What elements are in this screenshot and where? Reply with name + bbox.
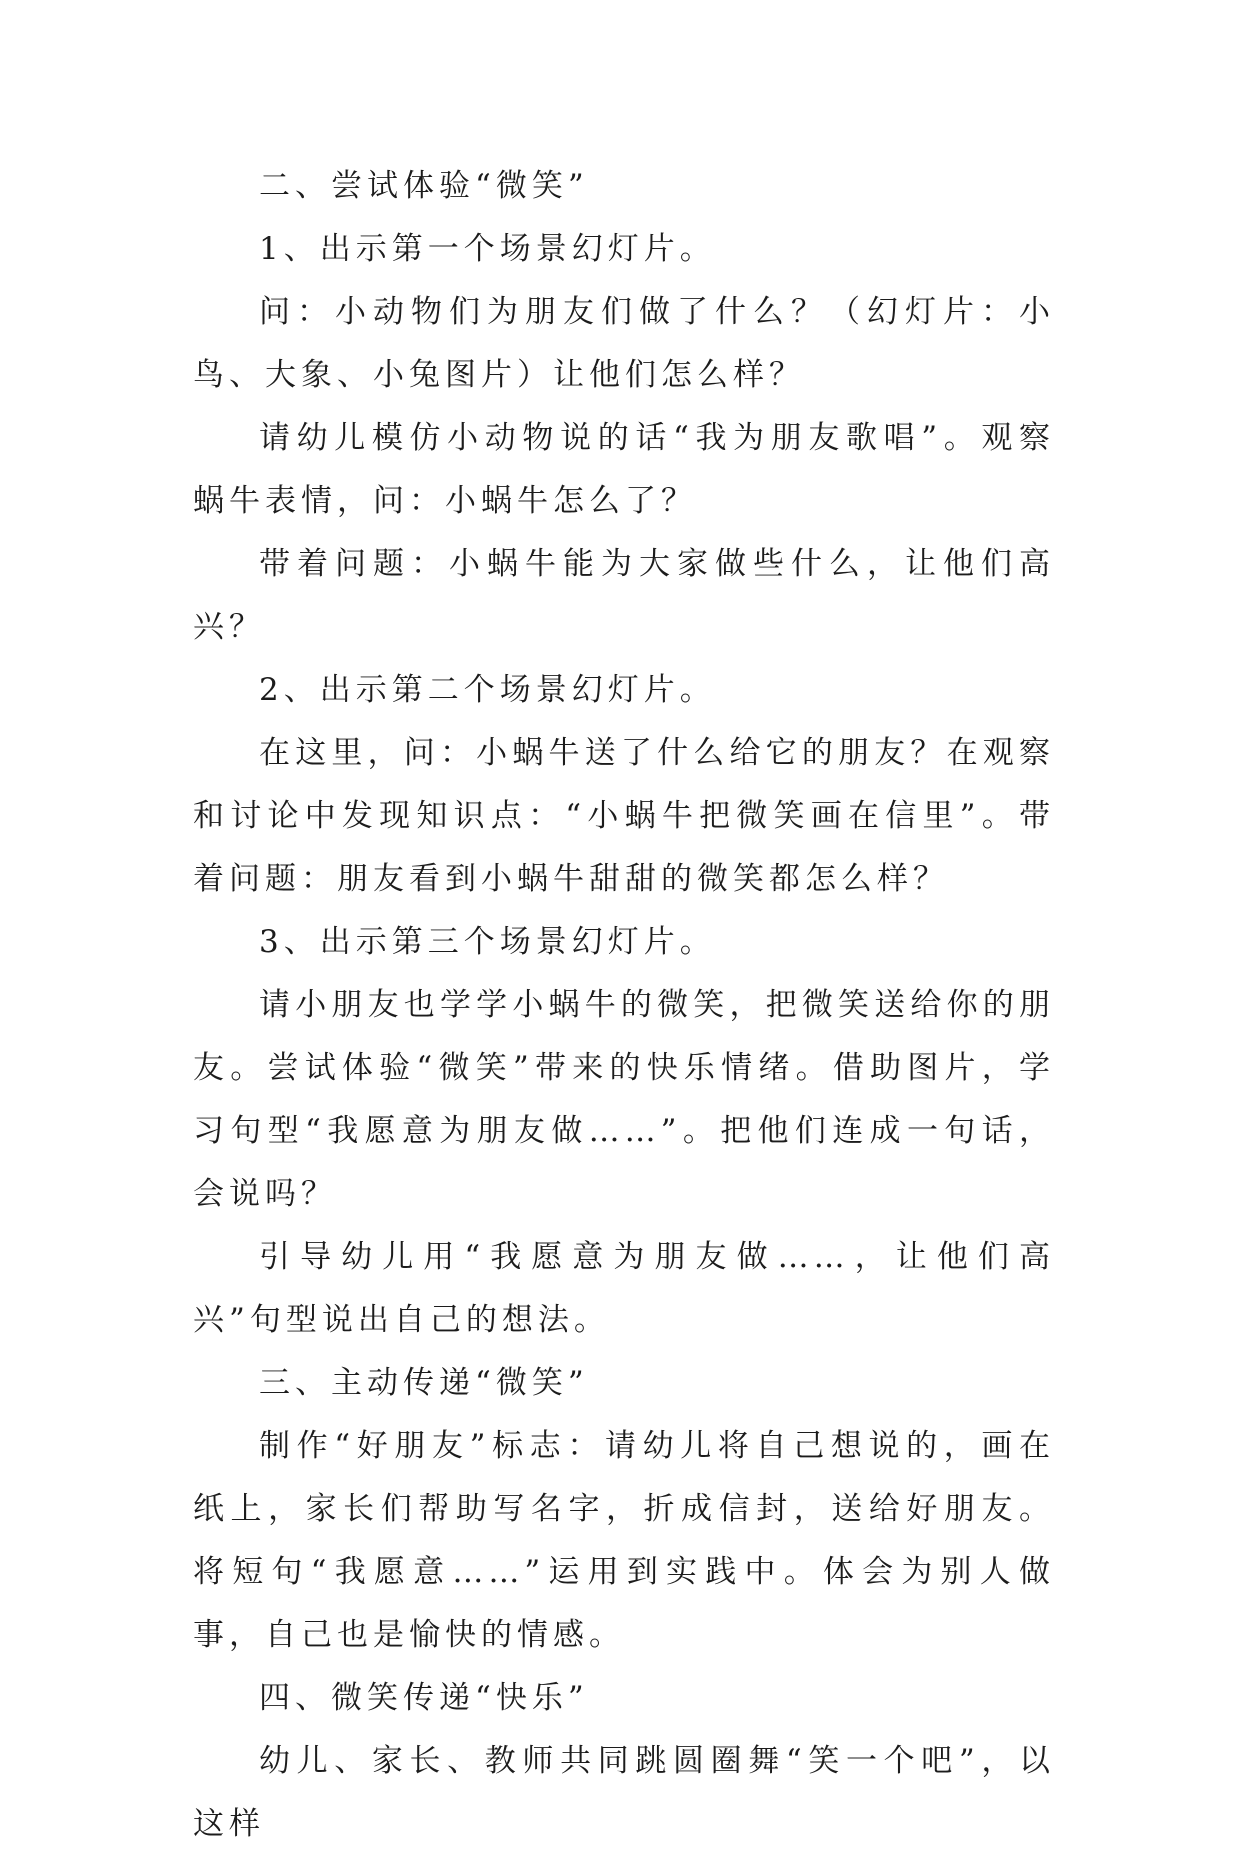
paragraph: 在这里，问：小蜗牛送了什么给它的朋友？在观察和讨论中发现知识点：“小蜗牛把微笑画在信里”。带着问题：朋友看到小蜗牛甜甜的微笑都怎么样？ [193,735,1055,897]
step-3: 3、出示第三个场景幻灯片。 [259,924,716,960]
paragraph: 带着问题：小蜗牛能为大家做些什么，让他们高兴？ [193,546,1055,645]
paragraph: 请小朋友也学学小蜗牛的微笑，把微笑送给你的朋友。尝试体验“微笑”带来的快乐情绪。借助图片，学习句型“我愿意为朋友做……”。把他们连成一句话，会说吗？ [193,987,1055,1212]
section-heading-4: 四、微笑传递“快乐” [259,1680,589,1716]
section-heading-2: 二、尝试体验“微笑” [259,168,589,204]
paragraph: 幼儿、家长、教师共同跳圆圈舞“笑一个吧”，以这样 [193,1743,1055,1842]
document-page [193,155,1055,1856]
step-2: 2、出示第二个场景幻灯片。 [259,672,716,708]
paragraph: 引导幼儿用“我愿意为朋友做……，让他们高兴”句型说出自己的想法。 [193,1239,1055,1338]
section-heading-3: 三、主动传递“微笑” [259,1365,589,1401]
paragraph: 问：小动物们为朋友们做了什么？（幻灯片：小鸟、大象、小兔图片）让他们怎么样？ [193,294,1055,393]
paragraph: 请幼儿模仿小动物说的话“我为朋友歌唱”。观察蜗牛表情，问：小蜗牛怎么了？ [193,420,1055,519]
step-1: 1、出示第一个场景幻灯片。 [259,231,716,267]
paragraph: 制作“好朋友”标志：请幼儿将自己想说的，画在纸上，家长们帮助写名字，折成信封，送给好朋友。将短句“我愿意……”运用到实践中。体会为别人做事，自己也是愉快的情感。 [193,1428,1055,1653]
